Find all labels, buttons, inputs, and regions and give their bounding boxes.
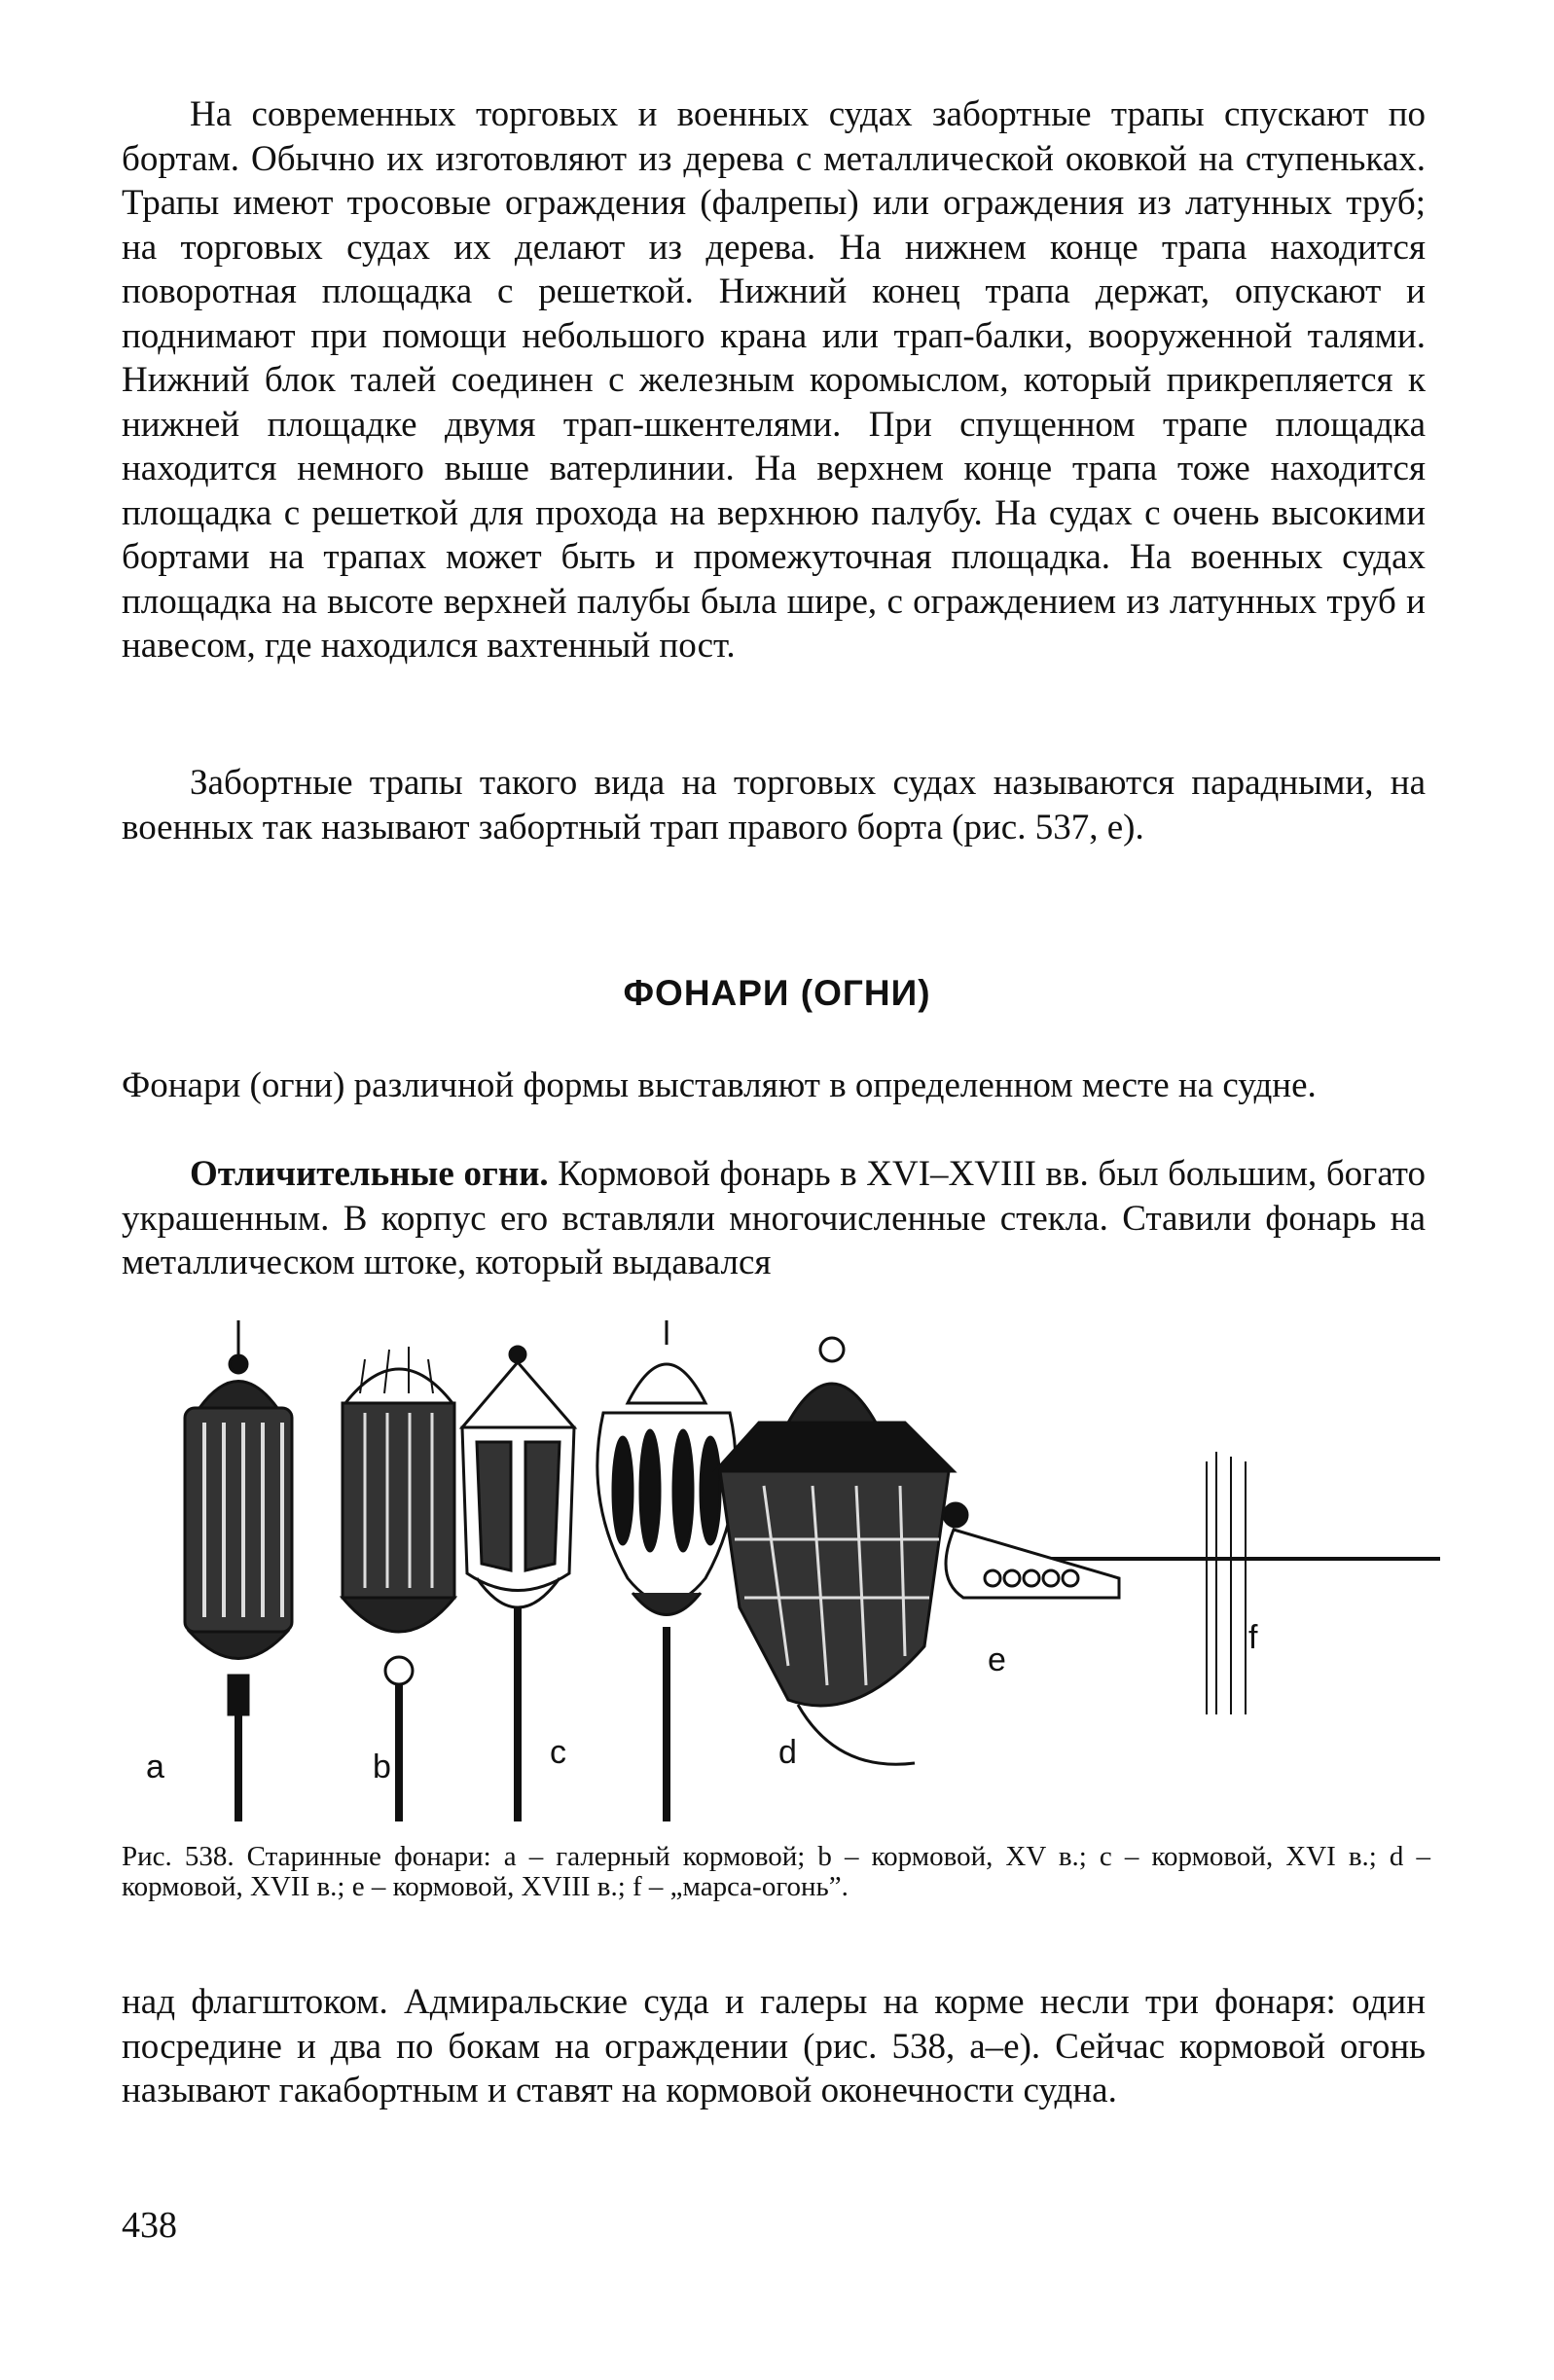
run-in-heading: Отличительные огни. (190, 1154, 549, 1194)
figure-label-d: d (778, 1734, 797, 1771)
paragraph-admiral-ships: над флагштоком. Адмиральские суда и галеры на корме несли три фонаря: один посредине и два по бокам на ограждении (рис. 538, a–e). Сейчас кормовой огонь называют гакабортным и ставят на кормовой оконечности судна. (122, 1982, 1426, 2110)
lantern-f (944, 1452, 1440, 1714)
figure-label-e: e (988, 1641, 1006, 1678)
lantern-b (343, 1347, 454, 1821)
paragraph-stern-lantern (122, 1152, 1426, 1285)
figure-label-c: c (550, 1734, 566, 1771)
lantern-d (597, 1320, 736, 1821)
figure-label-f: f (1248, 1619, 1258, 1656)
figure-caption: Рис. 538. Старинные фонари: a – галерный кормовой; b – кормовой, XV в.; c – кормовой, XVI в.; d – кормовой, XVII в.; e – кормовой, XVIII в.; f – „марса-огонь”. (122, 1841, 1430, 1902)
lantern-a (185, 1320, 292, 1821)
page-number: 438 (122, 2205, 177, 2246)
figure-label-b: b (373, 1749, 391, 1785)
figure-label-a: a (146, 1749, 164, 1785)
lanterns-figure (117, 1316, 1440, 1821)
lantern-e (715, 1338, 954, 1764)
paragraph-stern-lantern-text: Кормовой фонарь в XVI–XVIII вв. был большим, богато украшенным. В корпус его вставляли многочисленные стекла. Ставили фонарь на металлическом штоке, который выдавался (122, 1154, 1426, 1282)
paragraph-lights-intro: Фонари (огни) различной формы выставляют в определенном месте на судне. (122, 1065, 1317, 1105)
paragraph-parade-gangways: Забортные трапы такого вида на торговых судах называются парадными, на военных так называют забортный трап правого борта (рис. 537, е). (122, 763, 1426, 847)
section-heading: ФОНАРИ (ОГНИ) (623, 973, 931, 1013)
paragraph-gangways: На современных торговых и военных судах забортные трапы спускают по бортам. Обычно их изготовляют из дерева с металлической оковкой на ступеньках. Трапы имеют тросовые ограждения (фалрепы) или ограждения из латунных труб; на торговых судах их делают из дерева. На нижнем конце трапа находится поворотная площадка с решеткой. Нижний конец трапа держат, опускают и поднимают при помощи небольшого крана или трап-балки, вооруженной талями. Нижний блок талей соединен с железным коромыслом, который прикрепляется к нижней площадке двумя трап-шкентелями. При спущенном трапе площадка находится немного выше ватерлинии. На верхнем конце трапа тоже находится площадка с решеткой для прохода на верхнюю палубу. На судах с очень высокими бортами на трапах может быть и промежуточная площадка. На военных судах площадка на высоте верхней палубы была шире, с ограждением из латунных труб и навесом, где находился вахтенный пост. (122, 94, 1426, 666)
